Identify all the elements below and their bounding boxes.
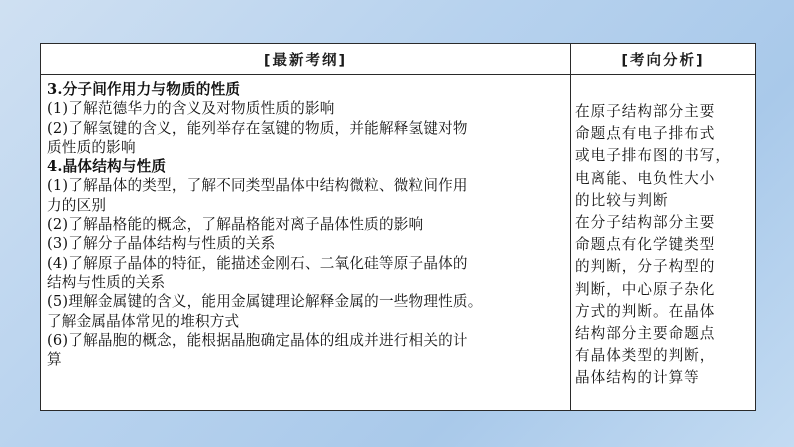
syllabus-line: (4)了解原子晶体的特征，能描述金刚石、二氧化硅等原子晶体的	[47, 254, 468, 272]
syllabus-section-title: 4.晶体结构与性质	[47, 158, 167, 176]
analysis-line: 晶体结构的计算等	[575, 369, 700, 387]
syllabus-line: (1)了解晶体的类型，了解不同类型晶体中结构微粒、微粒间作用	[47, 177, 468, 195]
table-header-row	[41, 44, 755, 75]
table-body-row	[41, 75, 755, 410]
header-cell-analysis	[571, 44, 755, 74]
analysis-line: 在原子结构部分主要	[575, 103, 716, 120]
header-analysis-label: [考向分析]	[621, 52, 705, 69]
analysis-line: 命题点有电子排布式	[575, 125, 716, 143]
syllabus-line: (6)了解晶胞的概念，能根据晶胞确定晶体的组成并进行相关的计	[47, 331, 468, 349]
syllabus-line: 算	[47, 351, 62, 369]
syllabus-line: 质性质的影响	[47, 138, 136, 156]
analysis-line: 或电子排布图的书写，	[575, 147, 731, 165]
analysis-line: 在分子结构部分主要	[575, 214, 716, 232]
syllabus-line: (2)了解晶格能的概念，了解晶格能对离子晶体性质的影响	[47, 216, 424, 234]
analysis-line: 结构部分主要命题点	[575, 325, 716, 343]
analysis-line: 判断，中心原子杂化	[575, 280, 716, 298]
syllabus-table	[40, 43, 756, 411]
analysis-content-cell	[571, 75, 755, 410]
syllabus-line: (2)了解氢键的含义，能列举存在氢键的物质，并能解释氢键对物	[47, 119, 468, 137]
syllabus-section-title: 3.分子间作用力与物质的性质	[47, 81, 241, 98]
syllabus-line: 结构与性质的关系	[47, 273, 166, 291]
header-syllabus-label: [最新考纲]	[263, 52, 348, 69]
header-cell-syllabus	[41, 44, 571, 74]
syllabus-line: (3)了解分子晶体结构与性质的关系	[47, 235, 276, 253]
syllabus-line: 了解金属晶体常见的堆积方式	[47, 312, 240, 330]
syllabus-line: 力的区别	[47, 196, 107, 214]
syllabus-line: (5)理解金属键的含义，能用金属键理论解释金属的一些物理性质。	[47, 293, 483, 311]
syllabus-line: (1)了解范德华力的含义及对物质性质的影响	[47, 100, 335, 118]
analysis-line: 的判断，分子构型的	[575, 258, 716, 276]
analysis-line: 电离能、电负性大小	[575, 169, 716, 187]
analysis-line: 命题点有化学键类型	[575, 236, 716, 254]
syllabus-content-cell	[41, 75, 571, 410]
analysis-line: 方式的判断。在晶体	[575, 302, 716, 320]
analysis-line: 有晶体类型的判断，	[575, 347, 716, 365]
analysis-line: 的比较与判断	[575, 191, 669, 209]
